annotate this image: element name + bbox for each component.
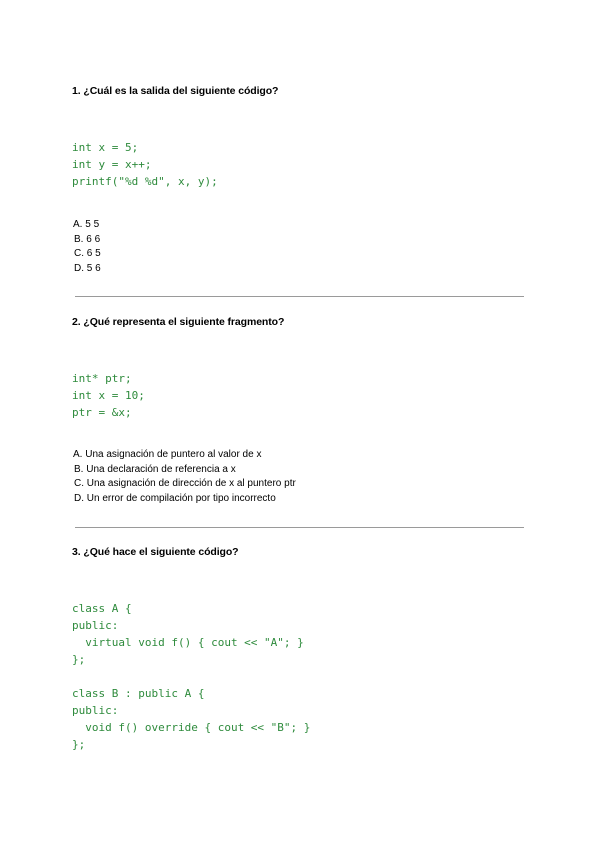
question-3-code: class A { public: virtual void f() { cout << "A"; } }; class B : public A { public: void f() override { cout << "B"; } }; [72, 602, 311, 751]
question-1-option-b: B. 6 6 [74, 233, 101, 245]
question-2-title: 2. ¿Qué representa el siguiente fragmento? [72, 316, 285, 328]
question-2-option-b: B. Una declaración de referencia a x [74, 463, 236, 475]
question-1-option-a: A. 5 5 [73, 219, 100, 230]
question-2-option-c: C. Una asignación de dirección de x al puntero ptr [74, 478, 296, 490]
question-1-code: int x = 5; int y = x++; printf("%d %d", x, y); [72, 141, 218, 188]
question-2-option-a: A. Una asignación de puntero al valor de x [73, 449, 262, 460]
question-2-option-d: D. Un error de compilación por tipo incorrecto [74, 492, 276, 504]
question-1-option-c: C. 6 5 [74, 248, 101, 260]
question-2-options [73, 448, 296, 506]
question-1-option-d: D. 5 6 [74, 262, 101, 274]
question-2-code: int* ptr; int x = 10; ptr = &x; [72, 372, 145, 419]
divider [75, 527, 524, 528]
question-1-title: 1. ¿Cuál es la salida del siguiente código? [72, 85, 279, 97]
question-1-options [73, 218, 101, 276]
divider [75, 296, 524, 297]
question-3-title: 3. ¿Qué hace el siguiente código? [72, 546, 239, 558]
